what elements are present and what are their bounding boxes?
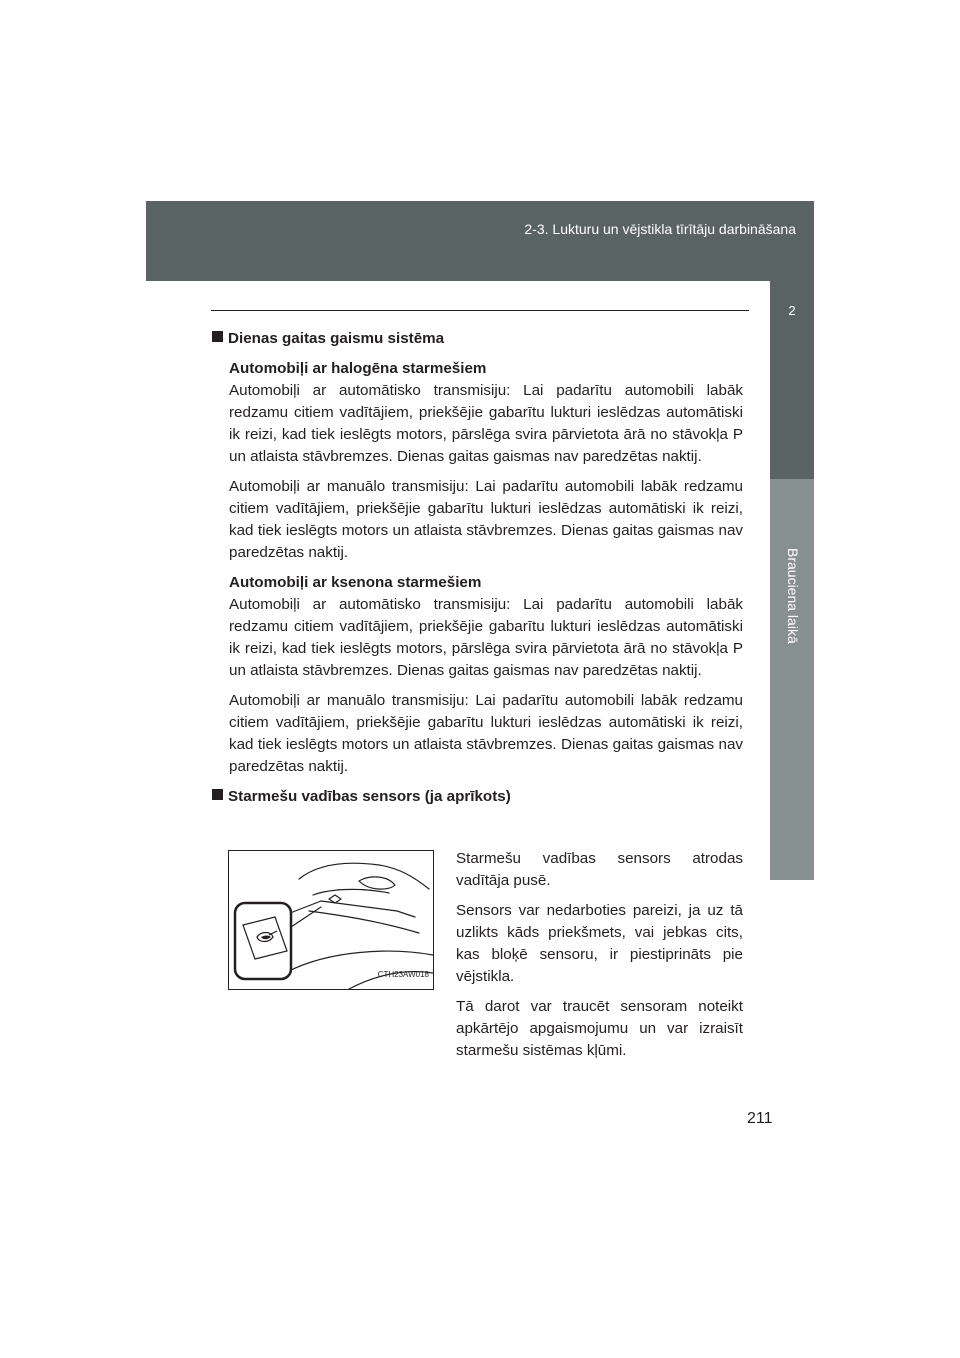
section-heading-sensor: Starmešu vadības sensors (ja aprīkots) bbox=[212, 786, 743, 808]
paragraph: Starmešu vadības sensors atrodas vadītāja pusē. bbox=[456, 850, 743, 889]
chapter-tab-label bbox=[770, 479, 814, 880]
figure-code: CTH23AW018 bbox=[377, 970, 429, 979]
sensor-illustration bbox=[228, 850, 434, 990]
subheading-xenon: Automobiļi ar ksenona starmešiem bbox=[229, 574, 482, 591]
paragraph: Automobiļi ar manuālo transmisiju: Lai padarītu automobili labāk redzamu citiem vadītājiem, priekšējie gabarītu lukturi ieslēdzas automātiski ik reizi, kad tiek ieslēgts motors un atlaista stāvbremzes. Dienas gaitas gaismas nav paredzētas naktij. bbox=[229, 692, 743, 775]
paragraph: Automobiļi ar automātisko transmisiju: Lai padarītu automobili labāk redzamu citiem vadītājiem, priekšējie gabarītu lukturi ieslēdzas automātiski ik reizi, kad tiek ieslēgts motors, pārslēga svira pārvietota ārā no stāvokļa P un atlaista stāvbremzes. Dienas gaitas gaismas nav paredzētas naktij. bbox=[229, 382, 743, 465]
section-title: 2-3. Lukturu un vējstikla tīrītāju darbināšana bbox=[524, 221, 796, 237]
chapter-tab-number bbox=[770, 281, 814, 479]
sensor-description bbox=[456, 848, 743, 1070]
subheading-halogen: Automobiļi ar halogēna starmešiem bbox=[229, 360, 487, 377]
section-heading-drl: Dienas gaitas gaismu sistēma bbox=[212, 328, 743, 350]
page-content bbox=[212, 328, 743, 1059]
page-number: 211 bbox=[747, 1110, 773, 1127]
square-bullet-icon bbox=[212, 789, 223, 800]
paragraph: Tā darot var traucēt sensoram noteikt apkārtējo apgaismojumu un var izraisīt starmešu sistēmas kļūmi. bbox=[456, 998, 743, 1059]
chapter-label: Brauciena laikā bbox=[785, 548, 801, 644]
chapter-number: 2 bbox=[788, 303, 796, 318]
drl-body bbox=[212, 358, 743, 778]
sensor-section bbox=[212, 822, 743, 1059]
header-band bbox=[146, 201, 814, 281]
paragraph: Automobiļi ar automātisko transmisiju: Lai padarītu automobili labāk redzamu citiem vadītājiem, priekšējie gabarītu lukturi ieslēdzas automātiski ik reizi, kad tiek ieslēgts motors, pārslēga svira pārvietota ārā no stāvokļa P un atlaista stāvbremzes. Dienas gaitas gaismas nav paredzētas naktij. bbox=[229, 596, 743, 679]
paragraph: Automobiļi ar manuālo transmisiju: Lai padarītu automobili labāk redzamu citiem vadītājiem, priekšējie gabarītu lukturi ieslēdzas automātiski ik reizi, kad tiek ieslēgts motors un atlaista stāvbremzes. Dienas gaitas gaismas nav paredzētas naktij. bbox=[229, 478, 743, 561]
square-bullet-icon bbox=[212, 331, 223, 342]
top-divider bbox=[211, 310, 749, 311]
paragraph: Sensors var nedarboties pareizi, ja uz tā uzlikts kāds priekšmets, vai jebkas cits, kas bloķē sensoru, ir piestiprināts pie vējstikla. bbox=[456, 902, 743, 985]
